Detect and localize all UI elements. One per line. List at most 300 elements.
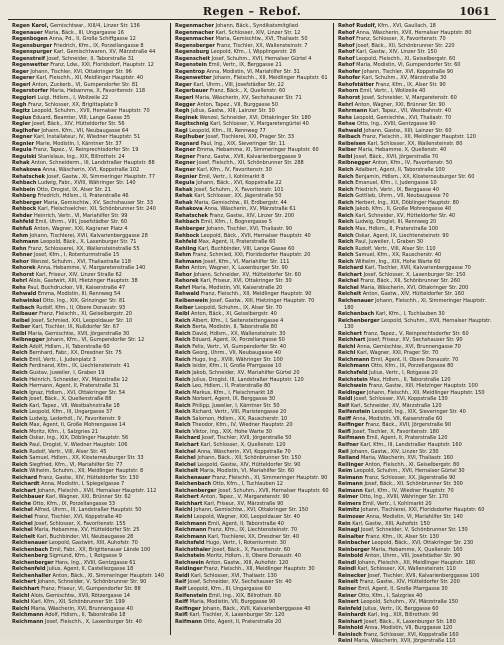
entry-details: Otto, Kfm., I, Tuchlauben 12 — [212, 481, 283, 488]
entry-name: Reibel — [12, 317, 30, 324]
entry-details: Otto, Ing., XVIII, Gentzgasse 90 — [356, 121, 436, 128]
entry-name: Reich — [175, 428, 191, 435]
entry-name: Regenmacher — [175, 36, 214, 43]
entry-details: Maria, Hebamme, X, Quellenstr. 40 — [358, 147, 447, 154]
entry-name: Reichard — [175, 435, 201, 442]
entry-details: Karl, Tischler, IX, Nußdorfer Str. 67 — [32, 324, 120, 331]
entry-details: Johann, Kfm., VI, Gumpendorfer Str. 12 — [46, 337, 145, 344]
entry-details: Stanislaus, Ing., XIX, Billrothstr. 24 — [37, 153, 125, 160]
entry-name: Reibenwein — [175, 297, 208, 304]
entry-details: Viktor, Ing., XIX, Hohe Warte 30 — [192, 428, 272, 435]
entry-name: Reibl — [175, 311, 190, 318]
entry-name: Rehakova — [175, 206, 203, 213]
entry-name: Reinfeld — [338, 605, 362, 612]
entry-name: Reich — [338, 252, 354, 259]
entry-name: Reich — [175, 376, 191, 383]
entry-name: Reifl — [175, 612, 188, 619]
entry-details: Josef, Bäck., X, Favoritenstr. 60 — [212, 546, 291, 553]
entry-details: Emil, Agent, II, Obere Donaustr. 70 — [371, 356, 459, 363]
entry-details: Jakob, Kfm., II, Große Mohrengasse 40 — [355, 206, 452, 213]
entry-details: Karl, Kfm., IV, Favoritenstr. 30 — [196, 167, 272, 174]
entry-details: Samuel, Hdlsm., XX, Klosterneuburger Str. 33 — [29, 455, 144, 462]
entry-name: Rehorst — [12, 271, 35, 278]
entry-name: Regenauer — [12, 29, 43, 36]
entry-details: Franz, Gastw., XIII, Hietzinger Hauptstr. 100 — [368, 383, 478, 390]
entry-name: Regerl — [12, 81, 31, 88]
entry-name: Rein — [338, 520, 351, 527]
entry-details: Leopold, Bäck., XVII, Hernalser Hauptstr. 40 — [200, 232, 311, 239]
entry-details: Rudolf, Vertr., VIII, Alser Str. 45 — [29, 448, 107, 455]
entry-details: Anton, Gastw., XIII, Auhofstr. 120 — [205, 559, 289, 566]
entry-name: Reifmann — [338, 435, 366, 442]
entry-details: Anna, Pd., II, Große Schiffgasse 12 — [49, 36, 136, 43]
entry-details: David, Hdlsm., XX, Wallensteinstr. 30 — [192, 330, 286, 337]
entry-name: Reich — [12, 343, 28, 350]
entry-details: Josef, Bäck., X, Quellenstraße 88 — [29, 396, 112, 403]
entry-name: Reiner — [338, 586, 357, 593]
entry-name: Reinagl — [338, 527, 360, 534]
entry-name: Regulski — [12, 153, 37, 160]
entry-details: Karl, Buchbinder, VIII, Lange Gasse 60 — [198, 245, 295, 252]
directory-entry — [338, 298, 492, 311]
entry-name: Rehwald — [175, 291, 200, 298]
entry-name: Rehor — [12, 258, 29, 265]
entry-details: Anton, Wagner, XXI, Kagraner Platz 4 — [33, 225, 128, 232]
entry-name: Reichert — [175, 494, 199, 501]
entry-details: Leopold, Kfm., III, Rennweg 77 — [189, 127, 266, 134]
entry-name: Reimoser — [338, 514, 365, 521]
entry-details: Bernhard, Fabr., XX, Dresdner Str. 75 — [29, 350, 122, 357]
entry-name: Reibnegger — [12, 337, 45, 344]
entry-details: Emil, Agent, II, Praterstraße 120 — [366, 435, 448, 442]
entry-details: Franz, Ldw., XXI, Floridsdorf, Hauptstr. 12 — [50, 62, 154, 69]
entry-name: Regitschnig — [175, 121, 209, 128]
entry-name: Reich — [338, 245, 354, 252]
entry-name: Rehorn — [338, 88, 359, 95]
entry-details: Johann, Tischler, XVI, Thaliastr. 90 — [206, 225, 293, 232]
entry-name: Reich — [338, 212, 354, 219]
entry-name: Reichmann — [175, 520, 207, 527]
entry-details: Julius, Agent, II, Castellezgasse 18 — [47, 566, 134, 573]
entry-name: Reglhuber — [175, 134, 205, 141]
entry-details: Wilhelm, Schuhm., XII, Meidlinger Hauptstr. 8 — [29, 468, 144, 475]
entry-details: Johann, Gemischtw., XVI, Ottakringer Str. 150 — [193, 507, 309, 514]
entry-details: Anna, Wäscherin, XVII, Hernalser Hauptstr. 80 — [356, 29, 472, 36]
entry-details: Anton, Wagner, X, Laxenburger Str. 90 — [191, 265, 288, 272]
entry-details: Johann, Gastw., XIII, Lainzer Str. 60 — [363, 127, 452, 134]
entry-name: Regner — [175, 160, 196, 167]
entry-details: Alois, Gastwirt, XIII, Hietzinger Hauptstr. 38 — [28, 278, 138, 285]
entry-name: Reichel — [175, 455, 196, 462]
entry-name: Rehfeld — [175, 239, 197, 246]
entry-name: Reich — [338, 167, 354, 174]
entry-details: Karl, Gastw., XIV, Linzer Str. 150 — [356, 49, 437, 56]
entry-name: Reichenauer — [338, 297, 374, 304]
entry-details: Paul, Ing., XIX, Sieveringer Str. 11 — [200, 140, 286, 147]
entry-name: Reimitz — [338, 507, 360, 514]
entry-details: Franz, Schlosser, XX, Jägerstraße 90 — [364, 474, 456, 481]
entry-name: Reich — [175, 330, 191, 337]
columns — [8, 23, 496, 645]
entry-details: Franz, Fleischh., XII, Meidlinger Hauptstr. 120 — [362, 134, 476, 141]
entry-name: Reichstein — [175, 553, 205, 560]
entry-name: Rehofer — [338, 68, 361, 75]
entry-name: Rehberger — [12, 199, 42, 206]
entry-details: Josef, Schlosser, X, Laxenburger Str. 150 — [363, 271, 466, 278]
entry-name: Reichbauer — [12, 494, 45, 501]
entry-details: Paul, Drogist, V, Wiedner Hauptstr. 106 — [29, 442, 128, 448]
entry-details: Leopold, Bäck., XVI, Ottakringer Str. 230 — [371, 540, 474, 547]
column-middle — [170, 23, 333, 635]
entry-details: Max, Hdlsm., II, Taborstraße 120 — [369, 376, 451, 383]
entry-details: Emil, Uhrm., VIII, Josefstädter Str. 60 — [35, 219, 128, 226]
entry-details: Franz, Schlosser, X, Favoritenstr. 70 — [356, 36, 446, 43]
entry-name: Rehrl — [338, 101, 354, 108]
entry-details: Leopold, Kfm., III, Ungargasse 60 — [187, 586, 271, 593]
entry-name: Reichl — [175, 507, 193, 514]
entry-name: Rehakowa — [12, 167, 41, 174]
entry-name: Reichsfeld — [175, 540, 205, 547]
entry-details: Maria, Bäck., III, Ungargasse 16 — [44, 29, 124, 36]
entry-name: Regula — [12, 147, 32, 154]
entry-details: Josef, Fleischh., X, Laxenburger Str. 40 — [45, 618, 142, 625]
entry-details: Karl, Schlosser, XX, Jägerstraße 50 — [194, 193, 282, 200]
entry-name: Rehofstätter — [338, 81, 375, 88]
directory-entry — [338, 318, 492, 331]
entry-name: Reichenberger — [175, 487, 217, 494]
entry-name: Reichelt — [12, 533, 36, 540]
entry-name: Reichsthaler — [175, 546, 211, 553]
entry-name: Reichmann — [338, 356, 370, 363]
entry-details: Johann, Fleischh., XII, Meidlinger Hauptstr. 61 — [213, 75, 328, 82]
entry-name: Regh — [175, 108, 190, 115]
entry-details: Karl, Fleischselcher, XII, Schönbrunner Str. 240 — [37, 206, 156, 213]
entry-details: Josef, Schneider, V, Schönbrunner Str. 130 — [360, 527, 468, 534]
entry-details: Franz, Tischler, XX, Wallensteinstr. 7 — [216, 42, 308, 49]
entry-details: Otto, Kfm., IX, Porzellangasse 33 — [32, 500, 116, 507]
entry-name: Reichel — [175, 461, 196, 468]
entry-name: Reichenberger — [12, 559, 54, 566]
entry-details: Karl, Tischler, XVII, Kalvarienberggasse 70 — [364, 265, 471, 272]
entry-name: Reich — [12, 448, 28, 455]
entry-details: Josef, Schmied, XXI, Leopoldauer Str. 10 — [31, 317, 133, 324]
entry-details: Josef, Tischler, XVII, Jörgerstraße 50 — [201, 435, 292, 442]
entry-name: Rehfuß — [12, 225, 33, 232]
entry-name: Reich — [175, 415, 191, 422]
entry-name: Reiner — [338, 592, 357, 599]
entry-details: Anna, Hebamme, V, Margaretenstraße 140 — [37, 265, 146, 272]
entry-details: Sigmund, Kfm., I, Rotgasse 9 — [49, 553, 122, 560]
entry-name: Reich — [175, 422, 191, 429]
entry-details: Gemischtwar., XIII/4, Linzer Str. 136 — [50, 23, 140, 29]
entry-details: Wenzel, Schuhm., XVI, Thaliastraße 118 — [30, 258, 131, 265]
entry-details: Friedrich, Kfm., IX, Porzellangasse 8 — [53, 42, 144, 49]
entry-details: Franz, Fleischh., XII, Meidlinger Hauptstr. 90 — [200, 291, 312, 298]
entry-details: Josef, Schneider, II, Taborstraße 31 — [46, 55, 135, 62]
entry-name: Reichmann — [175, 533, 207, 540]
entry-details: Eduard, Beamter, VIII, Lange Gasse 35 — [32, 114, 131, 121]
entry-details: Karl, Kfm., III, Landstraßer Hauptstr. 160 — [360, 442, 462, 448]
entry-name: Reich — [12, 455, 28, 462]
entry-name: Reich — [338, 180, 354, 187]
entry-name: Rehofer — [338, 75, 361, 82]
entry-name: Rehfeld — [12, 219, 34, 226]
entry-name: Regius — [12, 114, 32, 121]
entry-name: Rehse — [338, 121, 356, 128]
entry-details: Hugo, Ing., XVIII, Währinger Str. 100 — [192, 356, 283, 363]
entry-details: Karl, Friseur, XVI, Ottakringer Str. 30 — [200, 278, 292, 285]
entry-details: Moritz, Hdlsm., II, Obere Donaustr. 40 — [206, 553, 301, 560]
entry-details: Franz, Kfm., IX, Alser Str. 90 — [375, 81, 446, 88]
entry-details: Karl, Schlosser, XX, Wallensteinstr. 80 — [367, 140, 463, 147]
entry-details: Johann, Bäck., XII, Schönbrunner Str. 150 — [197, 455, 301, 462]
entry-details: Johann, Bäck., Syndikatsmitglied — [215, 23, 299, 29]
entry-name: Reichel — [12, 527, 33, 534]
entry-details: Josef, Schlosser, X, Favoritenstr. 155 — [34, 520, 126, 527]
entry-name: Rehbock — [12, 206, 37, 213]
entry-details: Anna, Modistin, VI, Mariahilfer Str. 140 — [366, 514, 463, 521]
entry-details: Anton, Gastw., XIV, Hütteldorfer Str. 160 — [362, 291, 465, 298]
entry-name: Reichsfeld — [338, 369, 368, 376]
entry-name: Reibach — [12, 304, 35, 311]
entry-details: Johann, Bäck., XVII, Kalvarienberggasse 40 — [202, 605, 311, 612]
entry-details: Leo, Hdlsm., II, Praterstraße 80 — [192, 383, 271, 390]
entry-name: Reinecker — [338, 572, 367, 579]
entry-details: Leopold, Ing., XIX, Sieveringer Str. 40 — [371, 409, 466, 416]
entry-name: Reibl — [338, 153, 353, 160]
entry-details: Friedrich, Hdlsm., II, Praterstraße 46 — [37, 193, 129, 200]
entry-details: Josef, Schlosser, XVI, Koppstraße 130 — [353, 396, 448, 403]
entry-details: Franz, Schmied, XXI, Floridsdorfer Hauptstr. 20 — [192, 252, 311, 259]
entry-details: Emma, Hebamme, XI, Simmeringer Hauptstr. 60 — [196, 147, 319, 154]
entry-details: Maria, Modistin, VI, Mariahilfer Str. 60 — [199, 468, 295, 475]
entry-name: Regnard — [175, 140, 199, 147]
entry-details: Maria, Gemischtw., XVII, Jörgerstraße 30 — [27, 330, 130, 337]
directory-entry — [175, 619, 329, 626]
entry-details: Samuel, Kfm., XX, Rauscherstr. 40 — [355, 252, 442, 259]
entry-name: Reich — [12, 389, 28, 396]
entry-details: Alois, Gemischtw., XVII, Rötzergasse 14 — [30, 592, 130, 599]
page-title: Regen – Rebof. — [202, 5, 302, 18]
entry-name: Rehorek — [175, 278, 199, 285]
entry-details: Emil, Fabr., XX, Brigittenauer Lände 100 — [49, 546, 151, 553]
entry-details: Ferdinand, Kfm., IX, Liechtensteinstr. 41 — [29, 363, 130, 370]
entry-name: Rehling — [175, 245, 197, 252]
entry-name: Rehof — [338, 42, 355, 49]
entry-name: Reichwein — [175, 559, 204, 566]
entry-name: Reich — [338, 186, 354, 193]
entry-details: Leopold, Bäck., X, Laxenburger Str. 71 — [40, 239, 137, 246]
entry-details: Rudolf, Vertr., VIII, Alser Str. 110 — [355, 245, 436, 252]
entry-name: Reiff — [175, 599, 189, 606]
entry-name: Regensburg — [175, 49, 210, 56]
entry-details: Johann, Tischler, XVI, Koppstraße 90 — [362, 68, 454, 75]
entry-name: Regenscheit — [175, 55, 210, 62]
entry-name: Reich — [12, 461, 28, 468]
entry-details: Leopold, Gemischtw., XVI, Thaliastr. 70 — [353, 114, 452, 121]
entry-details: Oskar, Ing., XIX, Döblinger Hauptstr. 56 — [29, 435, 129, 442]
entry-details: Johann, Fleischh., XVII, Hernalser Hauptstr. 112 — [37, 487, 157, 494]
entry-details: Emanuel, Kfm., I, Judengasse 10 — [355, 180, 437, 187]
entry-name: Regula — [175, 180, 195, 187]
entry-name: Reif — [175, 579, 187, 586]
entry-details: Johann, Tischler, XVI, Ottakringer Str. 96 — [30, 68, 132, 75]
entry-details: Josef, Tischler, XVII, Kalvarienberggasse 100 — [367, 572, 480, 579]
entry-details: Heinrich, Schneider, XV, Märzstraße 12 — [29, 376, 128, 383]
entry-details: Friedrich, Vertr., IX, Berggasse 40 — [355, 186, 440, 193]
entry-name: Regerer — [12, 75, 35, 82]
entry-details: Anton, Uhrm., VIII, Josefstädter Str. 90 — [364, 553, 461, 560]
entry-details: Emil, Vertr., IX, Berggasse 21 — [208, 62, 282, 69]
entry-details: Julius, Vertr., IX, Berggasse 60 — [363, 605, 439, 612]
entry-details: Josef, Schneider, XV, Sechshauser Str. 40 — [187, 579, 292, 586]
entry-details: Ludwig, Lederhdl., IV, Favoritenstr. 9 — [29, 415, 121, 422]
entry-details: Anton, Schneiderm., III, Landstraßer Hauptstr. 88 — [31, 160, 155, 167]
entry-details: Emil, Kfm., I, Bognergasse 5 — [201, 219, 272, 226]
entry-name: Rehbach — [175, 219, 200, 226]
entry-details: Karl, Schuhm., XV, Märzstraße 30 — [362, 75, 447, 82]
column-left — [8, 23, 170, 635]
entry-details: Anton, Bäck., XI, Geiselbergstr. 40 — [190, 311, 277, 318]
entry-name: Regenstein — [175, 62, 208, 69]
entry-details: Julius, Vertr., I, Rotgasse 20 — [369, 369, 438, 376]
entry-details: Leopold, Kfm., I, Wipplingerstr. 28 — [210, 49, 296, 56]
entry-name: Reger — [175, 81, 192, 88]
entry-details: Salomon, Hdlsm., XX, Rauscherstr. 10 — [192, 415, 288, 422]
entry-details: Karl, Kfm., I, Tuchlauben 30 — [375, 311, 445, 318]
entry-name: Reifmann — [175, 618, 203, 625]
entry-name: Reich — [12, 369, 28, 376]
entry-name: Reiber — [12, 324, 31, 331]
entry-name: Regenwetter — [175, 75, 212, 82]
entry-name: Rehatschek — [12, 173, 45, 180]
entry-name: Reichl — [338, 350, 356, 357]
entry-details: Karl, Schlosser, XVI, Thaliastr. 130 — [190, 572, 277, 579]
entry-details: Maria, Wäscherin, XVI, Brunnengasse 40 — [30, 605, 133, 612]
entry-details: Leopold, Wagner, XXI, Leopoldauer Str. 40 — [193, 514, 300, 521]
entry-details: Karl, Schlosser, XIV, Linzer Str. 12 — [215, 29, 301, 36]
entry-details: Franz, Gastw., XIV, Hütteldorfer Str. 200 — [359, 579, 460, 586]
entry-details: Leopold, Schuhm., XVII, Hernalser Hauptstr. 130 — [344, 317, 492, 331]
entry-name: Rehwinkel — [12, 297, 42, 304]
entry-details: Maria, Hebamme, X, Favoritenstr. 118 — [49, 88, 146, 95]
entry-details: Luigi, Hdlsm., I, Wollzeile 22 — [37, 95, 109, 102]
entry-name: Rehof — [338, 29, 355, 36]
entry-details: Gottlieb, Uhrm., VII, Neubaugasse 70 — [355, 193, 449, 200]
entry-details: Maria, Modistin, VII, Burggasse 90 — [189, 599, 276, 606]
entry-name: Reich — [338, 173, 354, 180]
entry-name: Regerbauer — [175, 88, 209, 95]
entry-details: Franz, Tapez., V, Reinprechtsdorfer Str. 19 — [33, 147, 139, 154]
entry-name: Reichenberg — [12, 553, 48, 560]
entry-details: Benjamin, Hdlsm., XX, Klosterneuburger Str. 60 — [355, 173, 475, 180]
entry-name: Reich — [12, 442, 28, 448]
entry-name: Reichmann — [338, 363, 370, 370]
entry-name: Reichenbach — [338, 311, 375, 318]
entry-name: Reich — [12, 428, 28, 435]
entry-name: Rehof — [338, 55, 355, 62]
entry-name: Reich — [175, 343, 191, 350]
entry-details: Franz, Gastw., XIV, Linzer Str. 200 — [209, 212, 295, 219]
entry-name: Reichel — [338, 278, 359, 285]
entry-name: Reich — [175, 363, 191, 370]
entry-details: Maria, Gemischtw., III, Erdbergstr. 44 — [194, 199, 287, 206]
entry-name: Reinbacher — [338, 540, 371, 547]
entry-details: Ludwig, Fabr., XVIII, Währinger Str. 140 — [38, 180, 136, 187]
entry-name: Rehs — [338, 114, 352, 121]
entry-name: Reichenberger — [338, 317, 380, 324]
entry-details: Josef, Bäck., XII, Schönbrunner Str. 300 — [364, 481, 463, 488]
entry-details: Franz, Tischler, XVI, Koppstraße 40 — [34, 514, 122, 521]
entry-details: Ignaz, Hdlsm., XVI, Ottakringer Str. 54 — [29, 389, 126, 396]
entry-name: Reiland — [338, 455, 360, 462]
entry-name: Reich — [338, 232, 354, 239]
entry-name: Rehs — [12, 284, 26, 291]
entry-name: Reichwein — [338, 383, 367, 390]
entry-name: Regenmacher — [175, 29, 214, 36]
entry-details: Georg, Uhrm., VII, Neubaugasse 40 — [192, 350, 281, 357]
entry-details: Kfm., XVI, Gaullach, 18 — [377, 23, 436, 29]
entry-details: Franz, Gastw., XIV, Hütteldorfer Str. 130 — [38, 474, 139, 481]
entry-details: Emil, Vertr., I, Judenplatz 3 — [29, 356, 96, 363]
entry-details: Ludwig, Drogist, III, Rennweg 20 — [355, 219, 437, 226]
entry-name: Rehorek — [12, 265, 36, 272]
entry-name: Regenspurger — [12, 49, 53, 56]
entry-name: Reich — [175, 337, 191, 344]
entry-name: Reich — [12, 356, 28, 363]
entry-name: Reich — [175, 402, 191, 409]
entry-details: Maria, Wäscherin, XVII, Jörgerstraße 110 — [353, 638, 456, 645]
entry-details: Karl, Friseur, XV, Märzstraße 90 — [204, 500, 284, 507]
entry-name: Rehrmann — [338, 108, 368, 115]
entry-name: Reich — [175, 356, 191, 363]
entry-name: Reif — [338, 402, 350, 409]
entry-details: Karl, Fleischh., XII, Meidlinger Hauptstr. 40 — [36, 75, 144, 82]
entry-name: Reimers — [338, 500, 362, 507]
entry-details: Isidor, Kfm., II, Große Pfarrgasse 10 — [192, 363, 282, 370]
entry-name: Regensburger — [12, 42, 53, 49]
entry-name: Reinbold — [338, 553, 363, 560]
column-right — [333, 23, 496, 645]
entry-name: Rehmann — [175, 258, 202, 265]
entry-name: Reiber — [338, 147, 357, 154]
entry-name: Reinberger — [338, 546, 370, 553]
entry-details: Anna, Modistin, VII, Kaiserstraße 60 — [352, 415, 443, 422]
entry-details: Alfred, Uhrm., III, Landstraßer Hauptstr. 50 — [34, 507, 142, 514]
entry-name: Reich — [175, 324, 191, 331]
entry-details: Franz, Gastw., XVII, Kalvarienberggasse 9 — [196, 153, 302, 160]
entry-details: Eduard, Agent, IX, Porzellangasse 50 — [192, 337, 285, 344]
entry-details: Max, Hdlsm., II, Praterstraße 100 — [355, 225, 439, 232]
entry-details: Maria, Modistin, VI, Gumpendorfer Str. 60 — [356, 62, 461, 69]
entry-details: Karl, Kfm., XII, Schönbrunner Str. 199 — [30, 599, 125, 606]
entry-details: Otto, Agent, II, Praterstraße 20 — [203, 618, 282, 625]
entry-name: Reinl — [338, 638, 353, 645]
entry-details: Leopold, Fleischh., XI, Geiselbergstr. 60 — [356, 55, 456, 62]
entry-details: Markus, Kfm., I, Fleischmarkt 18 — [192, 389, 274, 396]
entry-name: Reichardt — [12, 481, 40, 488]
entry-details: Leopold, Schuhm., XV, Märzstraße 150 — [360, 599, 459, 606]
entry-details: Herbert, Ing., XIX, Döblinger Hauptstr. 80 — [355, 199, 459, 206]
entry-name: Regenwetter — [12, 62, 49, 69]
entry-name: Rehbach — [12, 180, 37, 187]
entry-name: Reinert — [338, 599, 359, 606]
entry-name: Reidinger — [175, 566, 203, 573]
entry-name: Reiber — [175, 304, 194, 311]
entry-name: Reichel — [338, 284, 359, 291]
entry-name: Reimer — [338, 494, 359, 501]
entry-details: Johann, Fleischh., XII, Meidlinger Hauptstr. 180 — [357, 559, 476, 566]
